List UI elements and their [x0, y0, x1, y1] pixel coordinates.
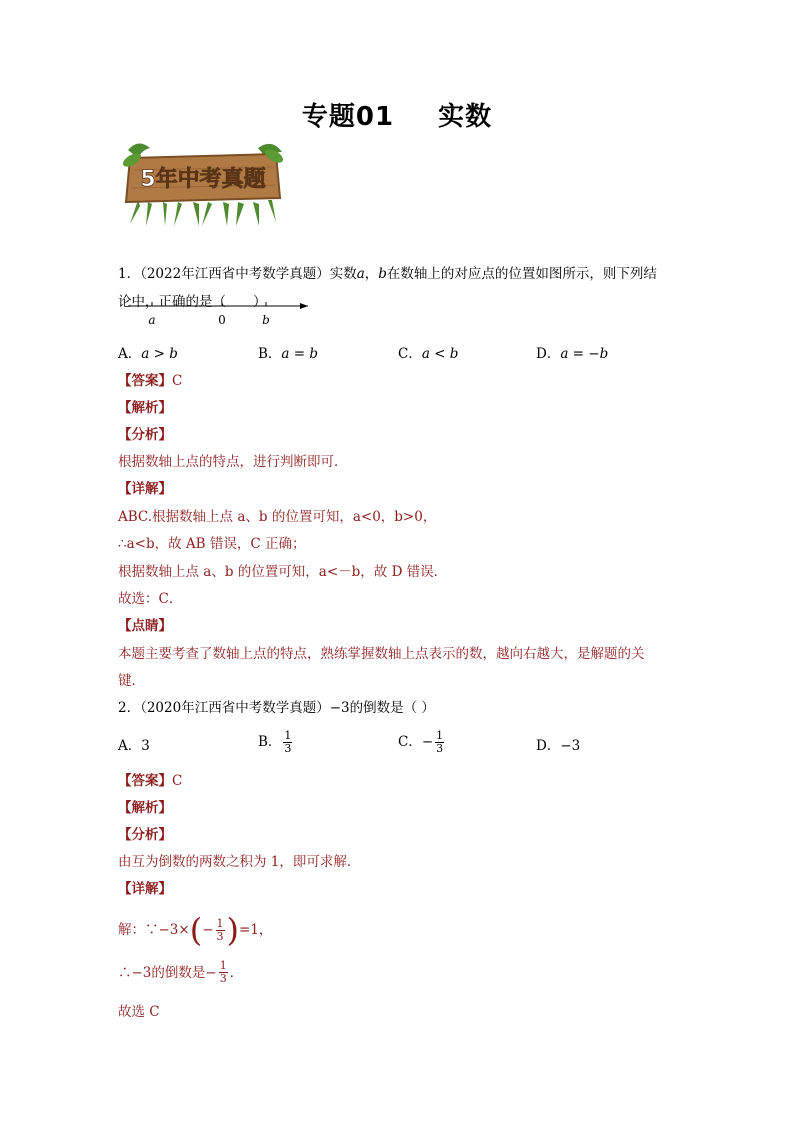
q2-solution-line1: 解：∵−3× ( − $\frac{1}{3}$ ) =1，: [118, 911, 273, 949]
numline-label-b: b: [262, 313, 270, 327]
title-topic-name: 实数: [438, 102, 493, 132]
number-line: [118, 296, 318, 332]
q1-option-c: C．a < b: [398, 346, 459, 362]
q1-option-b: B．a = b: [258, 346, 319, 362]
title-topic-number: 专题01: [301, 102, 395, 132]
q1-detail-3: 根据数轴上点 a、b 的位置可知，a<－b，故 D 错误．: [118, 564, 448, 580]
q1-dianjing-tag: 【点睛】: [118, 618, 172, 634]
q2-solution-line2: ∴−3的倒数是− $\frac{1}{3}$ ．: [118, 959, 244, 985]
q2-fenxi-tag: 【分析】: [118, 827, 172, 843]
q1-stem-line2: 论中，正确的是（ ）: [118, 294, 267, 310]
q1-option-d: D．a = −b: [536, 346, 609, 362]
q1-detail-4: 故选：C．: [118, 591, 183, 607]
q2-option-a: A．3: [118, 738, 150, 754]
five-year-exam-banner: [118, 140, 288, 228]
q1-jiexi-tag: 【解析】: [118, 400, 172, 416]
q2-option-d: D．−3: [536, 738, 581, 754]
banner-text: 5年中考真题: [140, 167, 266, 192]
q2-option-c: C．− $\frac{1}{3}$: [398, 729, 444, 755]
q2-jiexi-tag: 【解析】: [118, 800, 172, 816]
q1-dianjing-line1: 本题主要考查了数轴上点的特点，熟练掌握数轴上点表示的数，越向右越大，是解题的关: [118, 646, 645, 662]
q2-xiangjie-tag: 【详解】: [118, 881, 172, 897]
numline-label-a: a: [148, 313, 156, 327]
q1-detail-2: ∴a<b，故 AB 错误，C 正确；: [118, 536, 306, 552]
q1-option-a: A．a > b: [118, 346, 178, 362]
q2-final: 故选 C: [118, 1004, 160, 1020]
q1-fenxi-tag: 【分析】: [118, 427, 172, 443]
q2-fenxi-text: 由互为倒数的两数之积为 1，即可求解．: [118, 854, 361, 870]
q1-stem-line1: 1．（2022年江西省中考数学真题）实数a，b在数轴上的对应点的位置如图所示，则下列结: [118, 266, 657, 282]
q1-answer: 【答案】C: [118, 373, 183, 389]
q1-detail-1: ABC.根据数轴上点 a、b 的位置可知，a<0，b>0，: [118, 509, 437, 525]
page-title: [0, 96, 794, 133]
q1-xiangjie-tag: 【详解】: [118, 481, 172, 497]
q2-option-b: B． $\frac{1}{3}$: [258, 729, 292, 755]
q1-dianjing-line2: 键．: [118, 673, 145, 689]
q1-fenxi-text: 根据数轴上点的特点，进行判断即可．: [118, 454, 348, 470]
q2-answer: 【答案】C: [118, 773, 183, 789]
q2-stem: 2．（2020年江西省中考数学真题）−3的倒数是（ ）: [118, 700, 435, 716]
numline-label-0: 0: [218, 313, 226, 327]
